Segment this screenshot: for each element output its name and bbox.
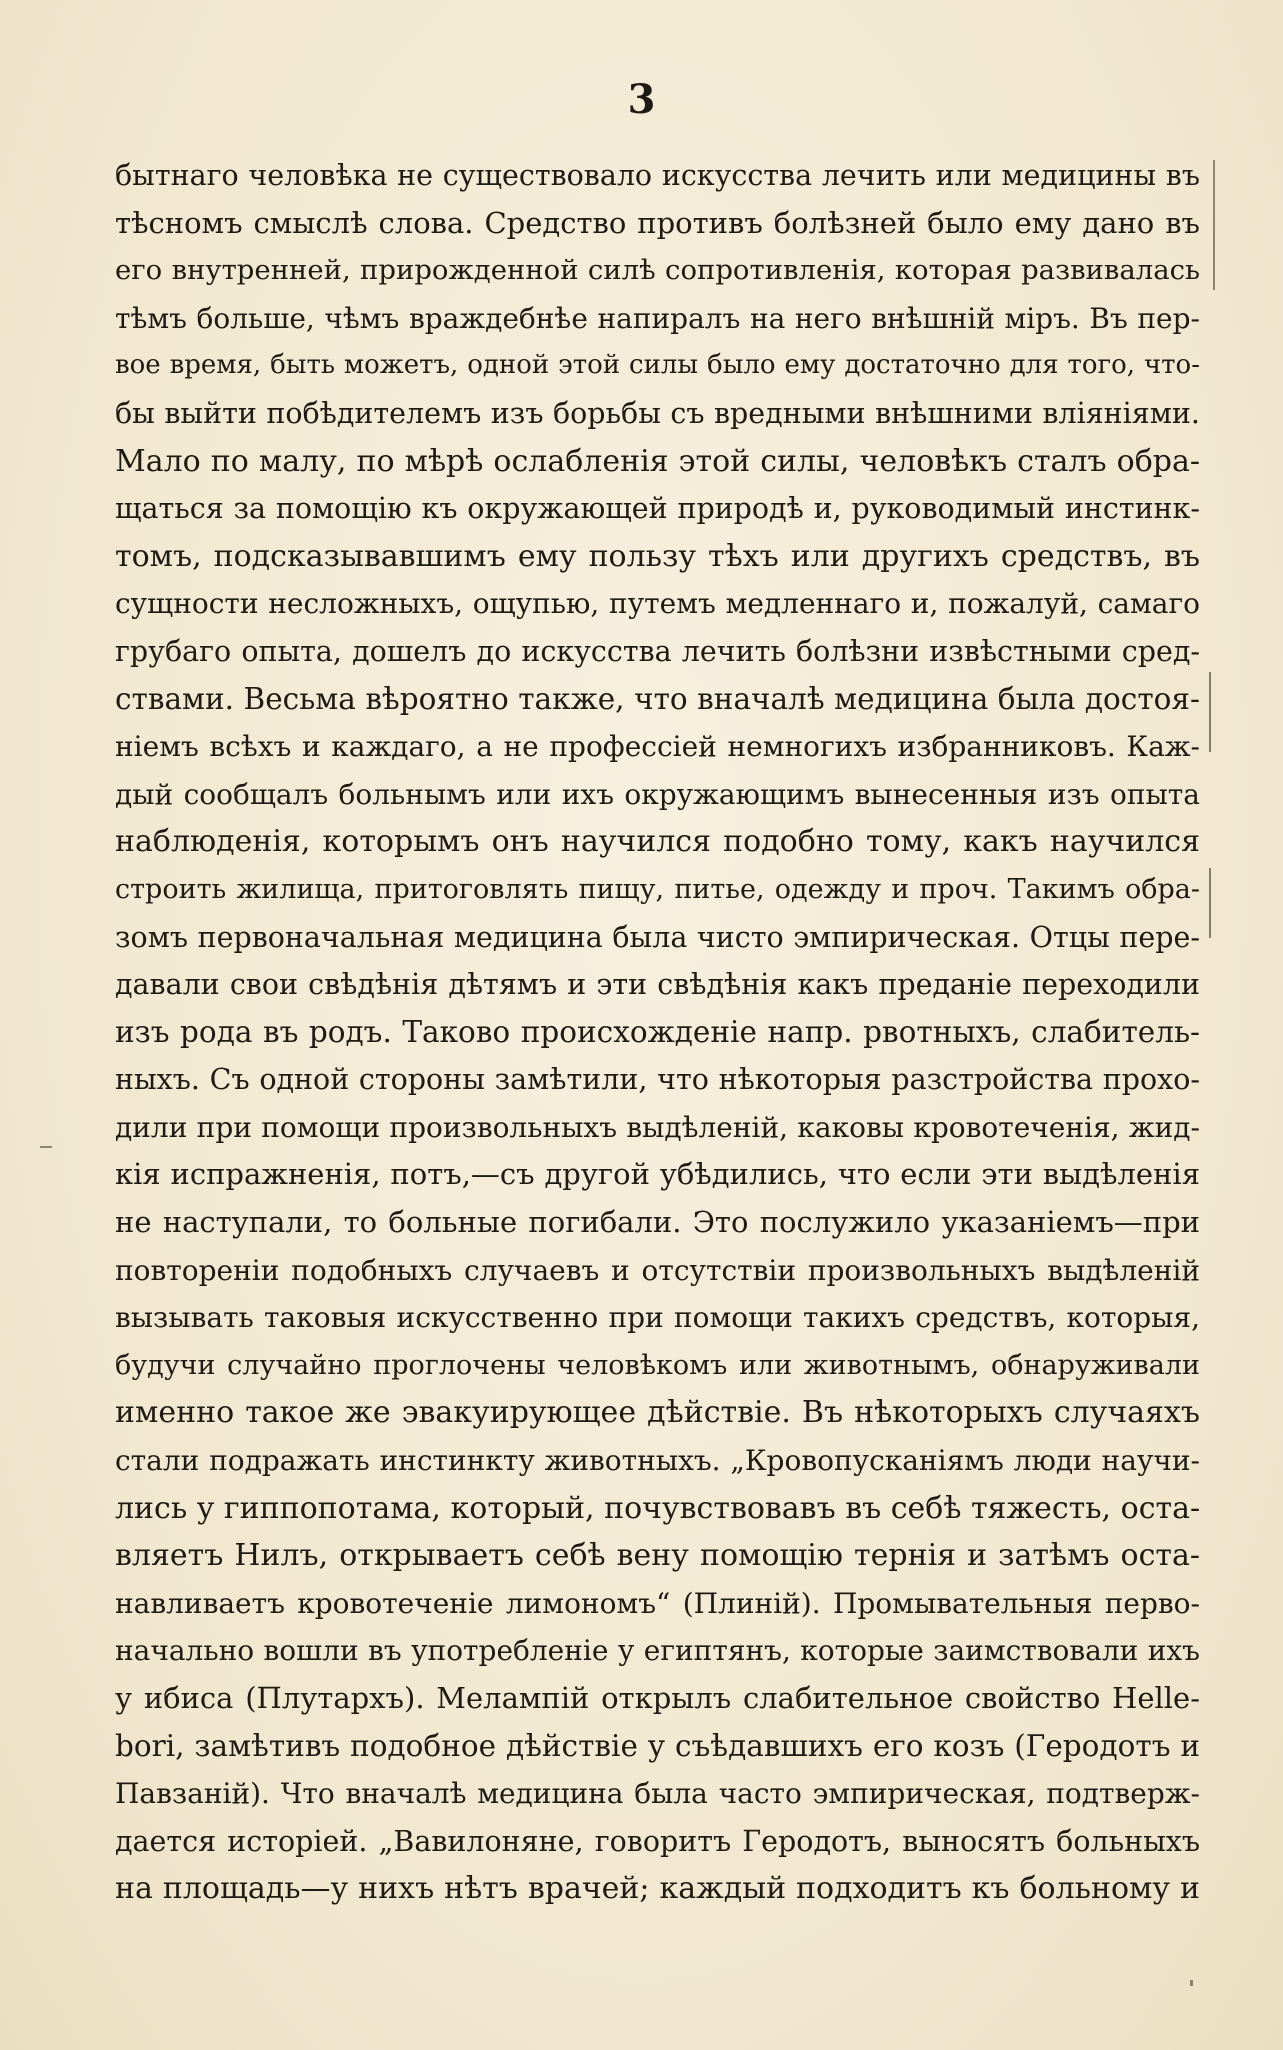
text-line: именно такое же эвакуирующее дѣйствіе. Въ нѣкоторыхъ случаяхъ [115,1395,1200,1431]
text-line: тѣсномъ смыслѣ слова. Средство противъ болѣзней было ему дано въ [115,205,1200,240]
text-line: повтореніи подобныхъ случаевъ и отсутствіи произвольныхъ выдѣленій [115,1253,1200,1287]
text-line: изъ рода въ родъ. Таково происхожденіе напр. рвотныхъ, слабитель- [115,1014,1200,1049]
text-line: ныхъ. Съ одной стороны замѣтили, что нѣкоторыя разстройства прохо- [115,1063,1200,1097]
page-number: 3 [627,76,656,123]
text-line: стали подражать инстинкту животныхъ. „Кровопусканіямъ люди научи- [115,1444,1200,1478]
text-line: на площадь—у нихъ нѣтъ врачей; каждый подходитъ къ больному и [115,1871,1200,1907]
margin-dash [40,1146,52,1148]
text-line: строить жилища, притоговлять пищу, питье, одежду и проч. Такимъ обра- [115,873,1200,905]
text-line: дый сообщалъ больнымъ или ихъ окружающимъ вынесенныя изъ опыта [115,777,1200,811]
text-line: щаться за помощію къ окружающей природѣ и, руководимый инстинк- [115,492,1200,526]
text-line: лись у гиппопотама, который, почувствовавъ въ себѣ тяжесть, оста- [115,1490,1201,1526]
text-line: давали свои свѣдѣнія дѣтямъ и эти свѣдѣнія какъ преданіе переходили [115,968,1200,1002]
margin-dot [1190,1980,1193,1986]
text-line: навливаетъ кровотеченіе лимономъ“ (Плиній). Промывательныя перво- [115,1586,1200,1620]
text-line: его внутренней, прирожденной силѣ сопротивленія, которая развивалась [115,254,1200,287]
text-line: томъ, подсказывавшимъ ему пользу тѣхъ или другихъ средствъ, въ [115,538,1200,574]
text-line: не наступали, то больные погибали. Это послужило указаніемъ—при [115,1205,1200,1240]
body-text [115,152,1200,1913]
margin-mark [1209,672,1211,752]
margin-mark [1213,160,1215,290]
margin-mark [1209,868,1211,938]
text-line: грубаго опыта, дошелъ до искусства лечить болѣзни извѣстными сред- [115,634,1200,668]
text-line: кія испражненія, потъ,—съ другой убѣдились, что если эти выдѣленія [115,1157,1200,1192]
text-line: вызывать таковыя искусственно при помощи такихъ средствъ, которыя, [115,1301,1200,1335]
text-line: сущности несложныхъ, ощупью, путемъ медленнаго и, пожалуй, самаго [115,587,1200,621]
text-line: дается исторіей. „Вавилоняне, говоритъ Геродотъ, выносятъ больныхъ [115,1824,1200,1858]
text-line: Павзаній). Что вначалѣ медицина была часто эмпирическая, подтверж- [115,1777,1200,1811]
text-line: у ибиса (Плутархъ). Мелампій открылъ слабительное свойство Helle- [115,1681,1200,1715]
text-line: вое время, быть можетъ, одной этой силы было ему достаточно для того, что- [115,350,1200,381]
text-line: тѣмъ больше, чѣмъ враждебнѣе напиралъ на него внѣшній міръ. Въ пер- [115,301,1200,335]
text-line: ствами. Весьма вѣроятно также, что вначалѣ медицина была достоя- [115,681,1200,716]
text-line: наблюденія, которымъ онъ научился подобно тому, какъ научился [115,824,1200,860]
text-line: дили при помощи произвольныхъ выдѣленій, каковы кровотеченія, жид- [115,1110,1200,1144]
text-line: будучи случайно проглочены человѣкомъ или животнымъ, обнаруживали [115,1349,1200,1381]
text-line: бы выйти побѣдителемъ изъ борьбы съ вредными внѣшними вліяніями. [115,396,1200,430]
text-line: bori, замѣтивъ подобное дѣйствіе у съѣдавшихъ его козъ (Геродотъ и [115,1728,1200,1763]
text-line: Мало по малу, по мѣрѣ ослабленія этой силы, человѣкъ сталъ обра- [115,443,1200,479]
text-line: зомъ первоначальная медицина была чисто эмпирическая. Отцы пере- [115,920,1200,954]
text-line: бытнаго человѣка не существовало искусства лечить или медицины въ [115,159,1200,192]
text-line: начально вошли въ употребленіе у египтянъ, которые заимствовали ихъ [115,1634,1200,1668]
text-line: ніемъ всѣхъ и каждаго, а не профессіей немногихъ избранниковъ. Каж- [115,730,1200,764]
text-line: вляетъ Нилъ, открываетъ себѣ вену помощію тернія и затѣмъ оста- [115,1538,1200,1574]
